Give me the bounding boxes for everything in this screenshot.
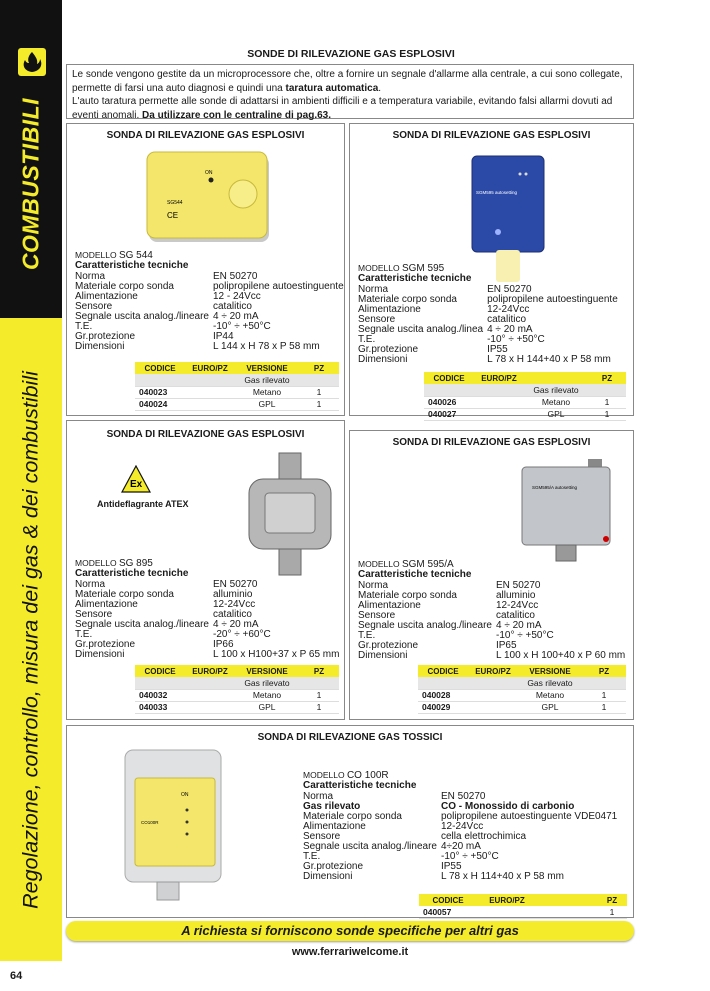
flame-icon — [18, 48, 46, 76]
spec-value: 12 - 24Vcc — [212, 290, 261, 302]
sgm595-device-label: SGM595 autosetting — [476, 190, 518, 195]
spec-value: CO - Monossido di carbonio — [440, 800, 575, 812]
spec-key: Norma — [303, 790, 334, 802]
spec-key: Alimentazione — [75, 290, 138, 302]
spec-value: 12-24Vcc — [495, 599, 539, 611]
product-title: SONDA DI RILEVAZIONE GAS ESPLOSIVI — [392, 130, 591, 141]
intro-part-1: Le sonde vengono gestite da un microprocessore che, oltre a fornire un segnale d'allarme alla centrale, a cui sono collegate, permette di farsi una auto diagnosi e quindi una — [72, 69, 623, 94]
spec-key: Materiale corpo sonda — [358, 589, 457, 601]
ce-mark-icon: CE — [167, 211, 179, 220]
spec-key: Sensore — [303, 830, 341, 842]
spec-value: L 78 x H 144+40 x P 58 mm — [487, 353, 611, 365]
spec-key: T.E. — [358, 629, 376, 641]
sg544-order-table — [135, 362, 339, 411]
spec-value: catalitico — [212, 608, 252, 620]
product-title: SONDA DI RILEVAZIONE GAS ESPLOSIVI — [392, 437, 591, 448]
spec-value: 12-24Vcc — [212, 598, 256, 610]
spec-key: Gr.protezione — [75, 638, 136, 650]
table-row: 040057 1 — [419, 906, 627, 918]
sg544-specs — [75, 250, 344, 352]
spec-key: Sensore — [75, 300, 113, 312]
sgm595-order-table — [424, 372, 626, 421]
spec-key: Dimensioni — [303, 870, 353, 882]
spec-key: Segnale uscita analog./lineare — [358, 619, 492, 631]
intro-part-3: L'auto taratura permette alle sonde di adattarsi in ambienti difficili e a temperatura variabile, evitando falsi allarmi dovuti ad eventi anomali. — [72, 96, 613, 121]
spec-value: 4 ÷ 20 mA — [487, 323, 533, 335]
spec-value: 4 ÷ 20 mA — [212, 310, 259, 322]
spec-value: catalitico — [212, 300, 252, 312]
spec-value: alluminio — [495, 589, 536, 601]
spec-key: Segnale uscita analog./lineare — [303, 840, 437, 852]
spec-key: Materiale corpo sonda — [358, 293, 457, 305]
table-row: 040033 GPL 1 — [135, 701, 339, 713]
specs-table — [358, 581, 625, 661]
model-label: MODELLO — [358, 263, 400, 273]
spec-key: Gas rilevato — [303, 800, 361, 812]
specs-heading: Caratteristiche tecniche — [75, 260, 189, 272]
sg895-order-table — [135, 665, 339, 714]
col-price: EURO/PZ — [185, 362, 235, 374]
spec-key: T.E. — [303, 850, 321, 862]
col-version: VERSIONE — [235, 665, 299, 677]
co100r-specs — [303, 770, 617, 882]
specs-heading: Caratteristiche tecniche — [358, 569, 472, 581]
spec-value: 4÷20 mA — [440, 840, 481, 852]
col-price: EURO/PZ — [185, 665, 235, 677]
specs-table — [75, 580, 339, 660]
co100r-order-table — [419, 894, 627, 919]
spec-key: Segnale uscita analog./linea — [358, 323, 484, 335]
spec-key: Norma — [358, 283, 389, 295]
spec-row — [75, 650, 339, 660]
spec-key: Alimentazione — [358, 599, 421, 611]
spec-key: Segnale uscita analog./lineare — [75, 618, 209, 630]
col-price: EURO/PZ — [477, 894, 537, 906]
col-version: VERSIONE — [235, 362, 299, 374]
table-row: 040032 Metano 1 — [135, 689, 339, 701]
spec-value: -10° ÷ +50°C — [495, 629, 554, 641]
sgm595-specs — [358, 263, 618, 365]
spec-value: polipropilene autoestinguente — [212, 280, 344, 292]
spec-value: -10° ÷ +50°C — [487, 333, 545, 345]
model-label: MODELLO — [303, 770, 345, 780]
spec-value: 12-24Vcc — [487, 303, 530, 315]
spec-key: Alimentazione — [75, 598, 138, 610]
spec-key: Materiale corpo sonda — [303, 810, 402, 822]
col-code: CODICE — [419, 894, 477, 906]
spec-value: polipropilene autoestinguente — [487, 293, 618, 305]
col-price: EURO/PZ — [474, 372, 524, 384]
sidebar-category — [0, 0, 62, 318]
atex-label: Antideflagrante ATEX — [97, 499, 189, 509]
spec-key: Materiale corpo sonda — [75, 280, 174, 292]
spec-row — [358, 651, 625, 661]
intro-text — [66, 64, 634, 119]
spec-key: Sensore — [358, 313, 396, 325]
specs-table — [358, 285, 618, 365]
col-pz: PZ — [582, 665, 626, 677]
col-pz: PZ — [299, 362, 339, 374]
spec-value: polipropilene autoestinguente VDE0471 — [440, 810, 618, 822]
col-pz: PZ — [588, 372, 626, 384]
footer-note: A richiesta si forniscono sonde specifiche per altri gas — [66, 921, 634, 941]
col-code: CODICE — [424, 372, 474, 384]
spec-row — [358, 355, 618, 365]
spec-value: IP66 — [212, 638, 234, 650]
sgm595a-device-image — [518, 457, 616, 565]
product-title: SONDA DI RILEVAZIONE GAS ESPLOSIVI — [106, 429, 305, 440]
spec-key: Dimensioni — [75, 648, 125, 660]
spec-key: Alimentazione — [358, 303, 421, 315]
sgm595a-specs — [358, 559, 625, 661]
spec-key: Gr.protezione — [358, 343, 419, 355]
spec-key: Norma — [75, 578, 106, 590]
table-row: 040024 GPL 1 — [135, 398, 339, 410]
model-name: CO 100R — [346, 770, 389, 781]
sidebar-subtitle-band — [0, 318, 62, 961]
spec-key: Segnale uscita analog./lineare — [75, 310, 209, 322]
spec-value: EN 50270 — [212, 578, 258, 590]
spec-value: 4 ÷ 20 mA — [212, 618, 259, 630]
specs-table — [303, 792, 617, 882]
sg544-device-image — [145, 148, 275, 248]
spec-key: Norma — [75, 270, 106, 282]
spec-key: Gr.protezione — [75, 330, 136, 342]
spec-row — [75, 292, 344, 302]
product-sgm595 — [349, 123, 634, 419]
spec-value: alluminio — [212, 588, 253, 600]
model-label: MODELLO — [75, 558, 117, 568]
co100r-device-label-on: ON — [181, 792, 189, 798]
sg544-device-label-model: SG544 — [167, 200, 183, 206]
intro-part-2: . — [378, 82, 382, 94]
spec-key: Gr.protezione — [303, 860, 364, 872]
sidebar-subtitle: Regolazione, controllo, misura dei gas & dei combustibili — [18, 370, 43, 909]
intro-bold-2: Da utilizzare con le centraline di pag.63. — [142, 109, 331, 121]
specs-table — [75, 272, 344, 352]
spec-key: Norma — [358, 579, 389, 591]
model-label: MODELLO — [358, 559, 400, 569]
sg895-specs — [75, 558, 339, 660]
table-row: 040027 GPL 1 — [424, 408, 626, 420]
spec-row — [75, 312, 344, 322]
spec-value: -10° ÷ +50°C — [440, 850, 499, 862]
specs-heading: Caratteristiche tecniche — [358, 273, 472, 285]
sgm595a-order-table — [418, 665, 626, 714]
spec-value: EN 50270 — [440, 790, 486, 802]
atex-icon — [121, 465, 151, 493]
spec-value: EN 50270 — [487, 283, 532, 295]
atex-symbol: Ex — [130, 479, 143, 490]
col-code: CODICE — [135, 665, 185, 677]
spec-value: L 78 x H 114+40 x P 58 mm — [440, 870, 564, 882]
spec-key: T.E. — [75, 628, 93, 640]
sgm595a-device-label: SGM595/A autosetting — [532, 485, 578, 490]
model-name: SG 544 — [118, 250, 153, 261]
col-pz: PZ — [597, 894, 627, 906]
category-label: COMBUSTIBILI — [17, 98, 44, 271]
product-title: SONDA DI RILEVAZIONE GAS TOSSICI — [257, 732, 443, 743]
spec-key: Sensore — [358, 609, 396, 621]
spec-key: Dimensioni — [358, 353, 408, 365]
gas-detected-label: Gas rilevato — [235, 677, 299, 689]
spec-value: 4 ÷ 20 mA — [495, 619, 542, 631]
product-sg895 — [66, 420, 345, 720]
spec-value: -20° ÷ +60°C — [212, 628, 271, 640]
spec-row — [75, 600, 339, 610]
spec-value: -10° ÷ +50°C — [212, 320, 271, 332]
table-row: 040026 Metano 1 — [424, 396, 626, 408]
co100r-device-image — [117, 744, 227, 906]
page-title: SONDE DI RILEVAZIONE GAS ESPLOSIVI — [247, 48, 455, 60]
table-row: 040028 Metano 1 — [418, 689, 626, 701]
product-sg544 — [66, 123, 345, 416]
spec-value: L 144 x H 78 x P 58 mm — [212, 340, 320, 352]
model-name: SG 895 — [118, 558, 153, 569]
col-price: EURO/PZ — [468, 665, 518, 677]
spec-value: IP55 — [440, 860, 462, 872]
spec-key: Dimensioni — [75, 340, 125, 352]
co100r-device-label-model: CO100R — [141, 820, 159, 825]
spec-value: 12-24Vcc — [440, 820, 484, 832]
table-row: 040023 Metano 1 — [135, 386, 339, 398]
spec-value: catalitico — [495, 609, 535, 621]
spec-key: Sensore — [75, 608, 113, 620]
spec-value: L 100 x H 100+40 x P 60 mm — [495, 649, 626, 661]
spec-key: Alimentazione — [303, 820, 366, 832]
spec-value: EN 50270 — [495, 579, 541, 591]
spec-row — [75, 342, 344, 352]
spec-value: L 100 x H100+37 x P 65 mm — [212, 648, 340, 660]
col-pz: PZ — [299, 665, 339, 677]
spec-value: IP55 — [487, 343, 508, 355]
spec-row — [303, 872, 617, 882]
spec-value: cella elettrochimica — [440, 830, 527, 842]
product-sgm595a — [349, 430, 634, 720]
spec-key: Gr.protezione — [358, 639, 419, 651]
col-code: CODICE — [135, 362, 185, 374]
spec-value: IP44 — [212, 330, 234, 342]
specs-heading: Caratteristiche tecniche — [75, 568, 189, 580]
table-row: 040029 GPL 1 — [418, 701, 626, 713]
spec-key: T.E. — [358, 333, 376, 345]
sg544-device-label-on: ON — [205, 170, 213, 176]
website-link[interactable]: www.ferrariwelcome.it — [291, 946, 409, 958]
col-code: CODICE — [418, 665, 468, 677]
specs-heading: Caratteristiche tecniche — [303, 780, 417, 792]
model-name: SGM 595/A — [401, 559, 454, 570]
spec-key: Dimensioni — [358, 649, 408, 661]
col-version: VERSIONE — [518, 665, 582, 677]
spec-value: catalitico — [487, 313, 526, 325]
spec-row — [358, 601, 625, 611]
model-name: SGM 595 — [401, 263, 445, 274]
page-number: 64 — [10, 970, 23, 982]
product-co100r — [66, 725, 634, 918]
spec-row — [358, 621, 625, 631]
gas-detected-label: Gas rilevato — [235, 374, 299, 386]
product-title: SONDA DI RILEVAZIONE GAS ESPLOSIVI — [106, 130, 305, 141]
spec-key: T.E. — [75, 320, 93, 332]
gas-detected-label: Gas rilevato — [524, 384, 588, 396]
spec-key: Materiale corpo sonda — [75, 588, 174, 600]
spec-value: IP65 — [495, 639, 517, 651]
spec-row — [75, 620, 339, 630]
gas-detected-label: Gas rilevato — [518, 677, 582, 689]
model-label: MODELLO — [75, 250, 117, 260]
spec-value: EN 50270 — [212, 270, 258, 282]
intro-bold-1: taratura automatica — [285, 82, 379, 94]
